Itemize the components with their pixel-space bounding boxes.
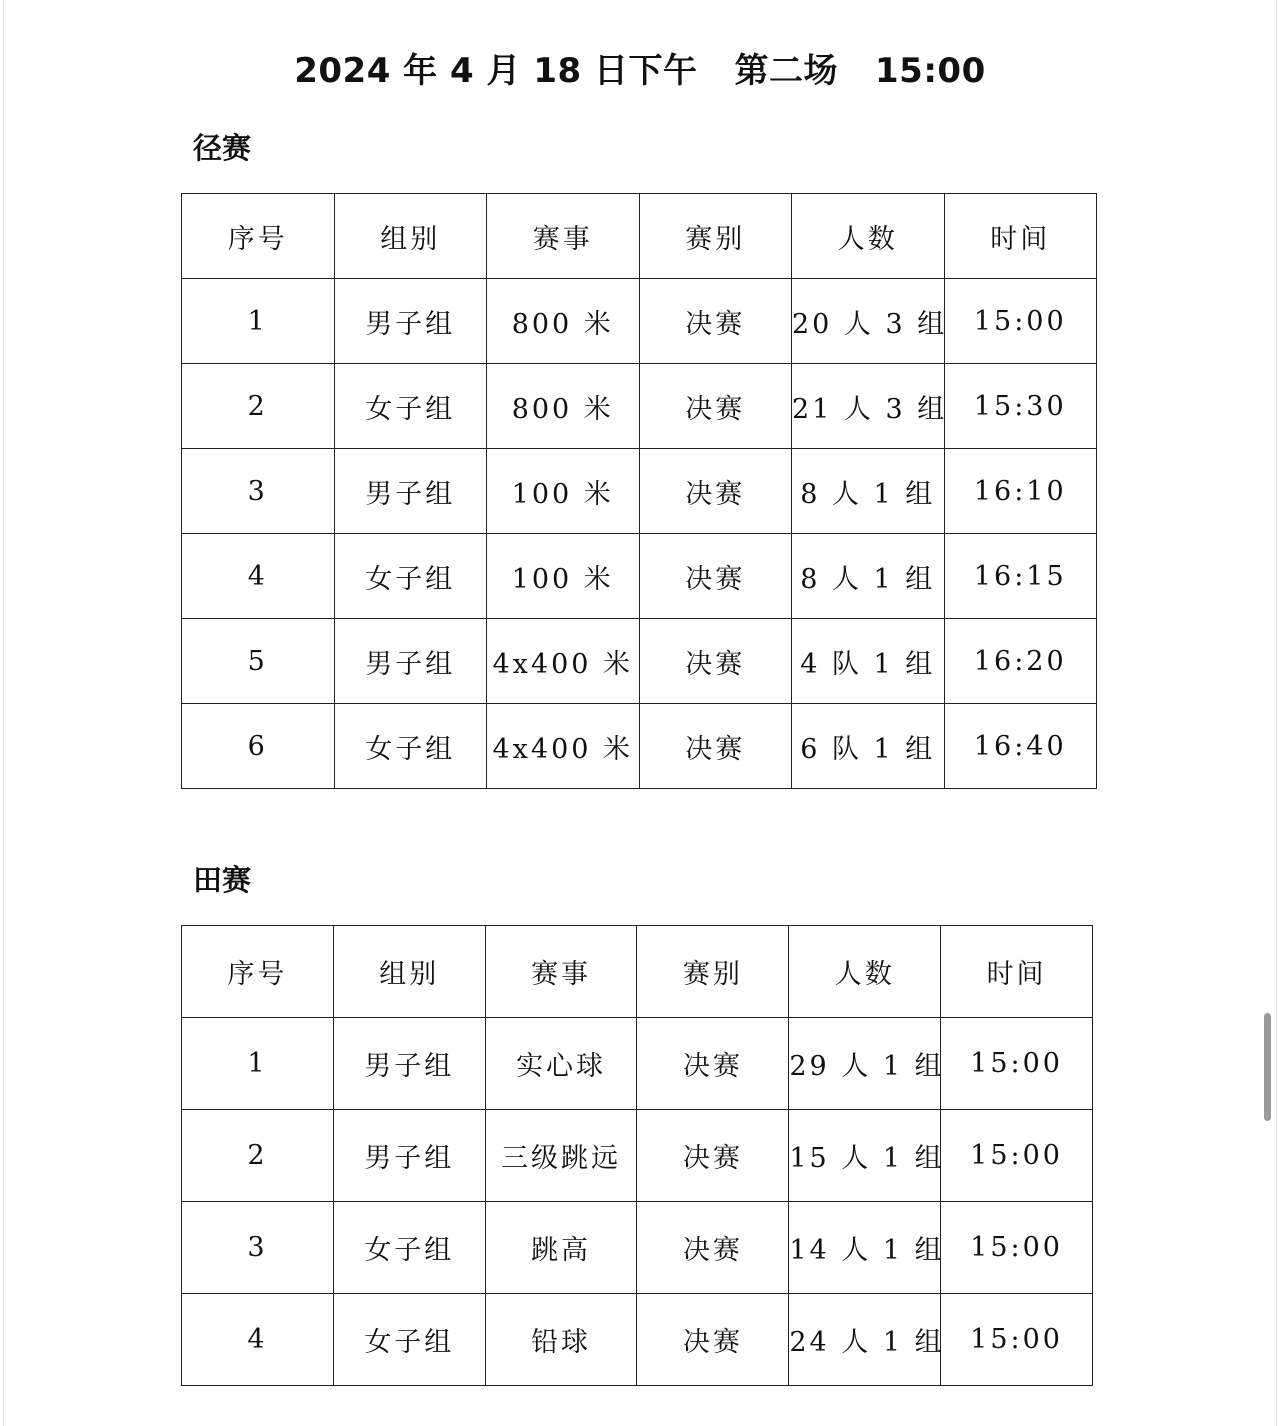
field-events-table	[181, 925, 1093, 1386]
table-row	[182, 1202, 1093, 1294]
cell-participants: 20 人 3 组	[792, 279, 945, 364]
track-events-heading: 径赛	[193, 131, 252, 165]
cell-group: 女子组	[334, 704, 487, 789]
cell-round: 决赛	[639, 704, 792, 789]
cell-participants: 24 人 1 组	[789, 1294, 941, 1386]
cell-participants: 8 人 1 组	[792, 449, 945, 534]
cell-round: 决赛	[637, 1018, 789, 1110]
cell-index: 4	[182, 534, 335, 619]
cell-time: 15:00	[944, 279, 1097, 364]
table-row	[182, 534, 1097, 619]
table-row	[182, 704, 1097, 789]
cell-participants: 6 队 1 组	[792, 704, 945, 789]
cell-index: 3	[182, 449, 335, 534]
cell-round: 决赛	[639, 449, 792, 534]
cell-group: 女子组	[333, 1202, 485, 1294]
cell-participants: 15 人 1 组	[789, 1110, 941, 1202]
header-cell-event: 赛事	[487, 194, 640, 279]
cell-event: 100 米	[487, 449, 640, 534]
header-cell-group: 组别	[334, 194, 487, 279]
header-cell-index: 序号	[182, 926, 334, 1018]
table-header-row	[182, 926, 1093, 1018]
cell-round: 决赛	[639, 534, 792, 619]
table-row	[182, 1294, 1093, 1386]
cell-participants: 29 人 1 组	[789, 1018, 941, 1110]
cell-group: 男子组	[333, 1110, 485, 1202]
cell-time: 16:15	[944, 534, 1097, 619]
cell-index: 5	[182, 619, 335, 704]
cell-round: 决赛	[639, 619, 792, 704]
cell-time: 15:00	[941, 1018, 1093, 1110]
header-cell-participants: 人数	[792, 194, 945, 279]
cell-event: 实心球	[485, 1018, 637, 1110]
cell-time: 16:20	[944, 619, 1097, 704]
cell-event: 4x400 米	[487, 619, 640, 704]
cell-participants: 21 人 3 组	[792, 364, 945, 449]
cell-time: 15:30	[944, 364, 1097, 449]
track-events-table	[181, 193, 1097, 789]
cell-group: 男子组	[334, 619, 487, 704]
cell-index: 4	[182, 1294, 334, 1386]
page-edge-left	[3, 0, 4, 1426]
cell-index: 2	[182, 364, 335, 449]
cell-participants: 4 队 1 组	[792, 619, 945, 704]
cell-index: 1	[182, 1018, 334, 1110]
page-title: 2024 年 4 月 18 日下午 第二场 15:00	[294, 51, 986, 91]
cell-group: 男子组	[334, 279, 487, 364]
cell-time: 15:00	[941, 1110, 1093, 1202]
cell-event: 三级跳远	[485, 1110, 637, 1202]
cell-group: 男子组	[334, 449, 487, 534]
cell-round: 决赛	[637, 1202, 789, 1294]
header-cell-index: 序号	[182, 194, 335, 279]
header-cell-event: 赛事	[485, 926, 637, 1018]
cell-participants: 8 人 1 组	[792, 534, 945, 619]
cell-time: 16:10	[944, 449, 1097, 534]
cell-event: 4x400 米	[487, 704, 640, 789]
table-row	[182, 364, 1097, 449]
header-cell-group: 组别	[333, 926, 485, 1018]
cell-time: 16:40	[944, 704, 1097, 789]
header-cell-round: 赛别	[637, 926, 789, 1018]
table-row	[182, 449, 1097, 534]
cell-group: 女子组	[334, 364, 487, 449]
cell-index: 1	[182, 279, 335, 364]
cell-group: 女子组	[333, 1294, 485, 1386]
cell-group: 女子组	[334, 534, 487, 619]
cell-index: 6	[182, 704, 335, 789]
cell-time: 15:00	[941, 1202, 1093, 1294]
cell-index: 2	[182, 1110, 334, 1202]
cell-participants: 14 人 1 组	[789, 1202, 941, 1294]
cell-event: 铅球	[485, 1294, 637, 1386]
cell-event: 800 米	[487, 364, 640, 449]
cell-round: 决赛	[639, 364, 792, 449]
cell-group: 男子组	[333, 1018, 485, 1110]
cell-event: 100 米	[487, 534, 640, 619]
table-row	[182, 279, 1097, 364]
header-cell-time: 时间	[944, 194, 1097, 279]
vertical-scrollbar-thumb[interactable]	[1264, 1013, 1271, 1121]
cell-round: 决赛	[637, 1110, 789, 1202]
field-events-heading: 田赛	[193, 863, 252, 897]
table-row	[182, 1018, 1093, 1110]
table-header-row	[182, 194, 1097, 279]
cell-event: 800 米	[487, 279, 640, 364]
cell-round: 决赛	[639, 279, 792, 364]
header-cell-time: 时间	[941, 926, 1093, 1018]
cell-event: 跳高	[485, 1202, 637, 1294]
header-cell-round: 赛别	[639, 194, 792, 279]
cell-index: 3	[182, 1202, 334, 1294]
cell-time: 15:00	[941, 1294, 1093, 1386]
cell-round: 决赛	[637, 1294, 789, 1386]
table-row	[182, 1110, 1093, 1202]
header-cell-participants: 人数	[789, 926, 941, 1018]
page-edge-right	[1276, 0, 1277, 1426]
table-row	[182, 619, 1097, 704]
